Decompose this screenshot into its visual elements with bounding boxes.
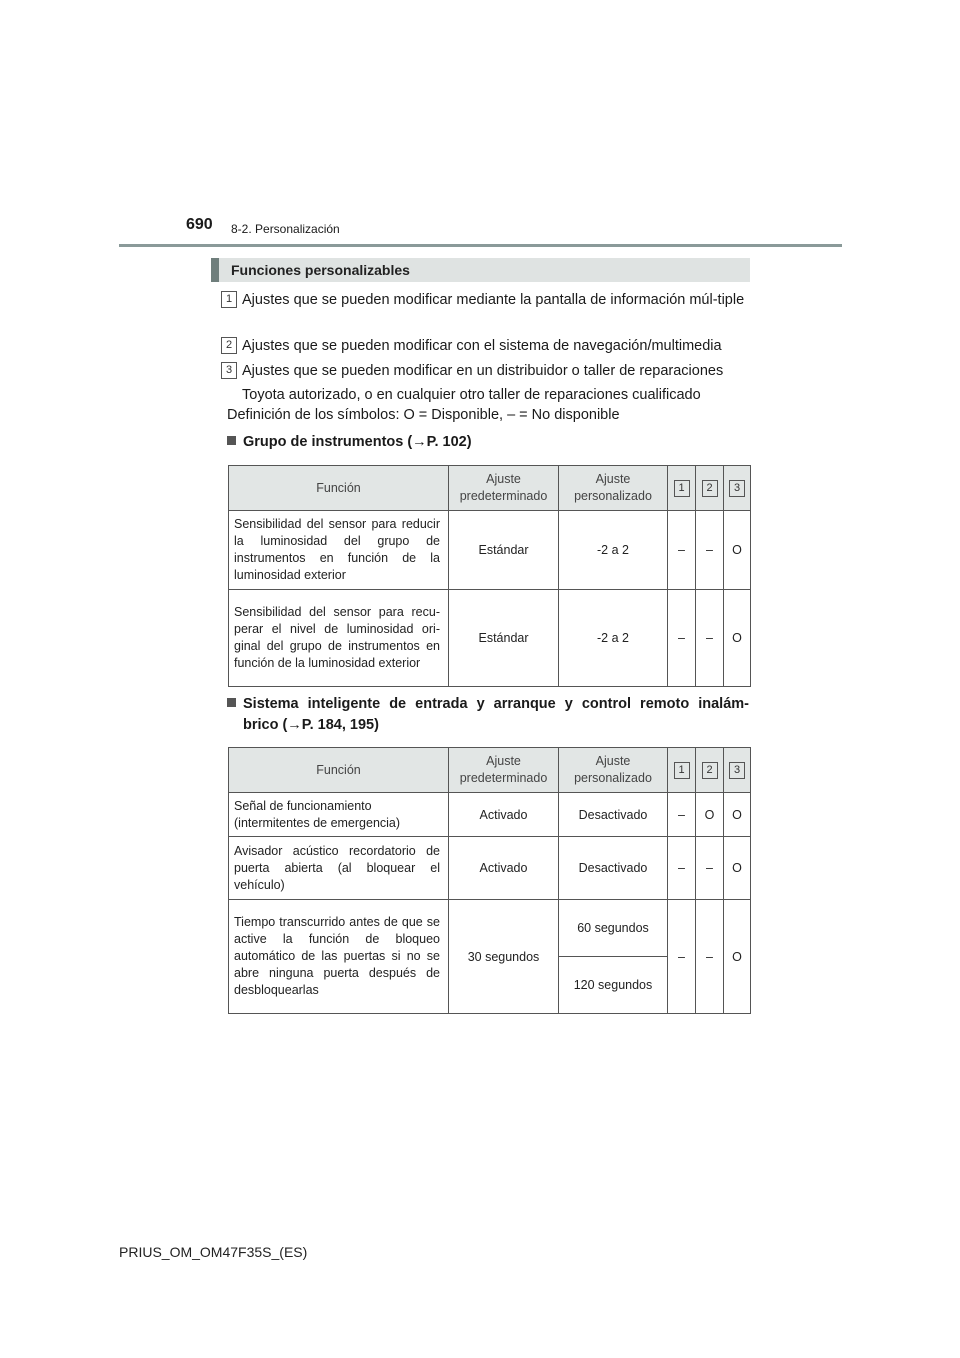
availability-cell-2: –: [696, 837, 724, 900]
availability-cell-1: –: [668, 837, 696, 900]
availability-cell-1: –: [668, 793, 696, 837]
definition-text: Ajustes que se pueden modificar en un distribuidor o taller de reparaciones Toyota autorizado, o en cualquier otro taller de reparaciones cualificado: [242, 363, 724, 403]
default-cell: Estándar: [449, 511, 559, 590]
custom-cell: Desactivado: [559, 837, 668, 900]
header-col-3: [724, 748, 751, 793]
number-box-1: 1: [674, 762, 690, 779]
availability-cell-2: O: [696, 793, 724, 837]
smart-entry-heading-line-2: brico (→P. 184, 195): [243, 717, 379, 733]
table-row: [229, 837, 751, 900]
custom-cell-a: 60 segundos: [559, 900, 668, 957]
custom-cell: Desactivado: [559, 793, 668, 837]
availability-cell-3: O: [724, 837, 751, 900]
custom-cell-b: 120 segundos: [559, 957, 668, 1014]
availability-cell-3: O: [724, 590, 751, 687]
header-col-2: [696, 748, 724, 793]
custom-cell: -2 a 2: [559, 590, 668, 687]
table-header-row: [229, 466, 751, 511]
smart-entry-heading-line-1: [227, 694, 749, 715]
header-rule: [119, 244, 842, 247]
header-col-2: [696, 466, 724, 511]
number-box-1: 1: [674, 480, 690, 497]
definition-text: Ajustes que se pueden modificar mediante la pantalla de información múl-tiple: [242, 292, 745, 308]
symbols-definition: Definición de los símbolos: O = Disponible, – = No disponible: [227, 407, 620, 423]
header-default: Ajuste predeterminado: [449, 466, 559, 511]
smart-entry-title-1: Sistema inteligente de entrada y arranque y control remoto inalám-: [243, 696, 749, 712]
availability-cell-3: O: [724, 900, 751, 1014]
number-box-1: 1: [221, 291, 237, 308]
availability-cell-3: O: [724, 793, 751, 837]
availability-cell-1: –: [668, 900, 696, 1014]
instrument-cluster-table: [228, 465, 751, 687]
availability-cell-2: –: [696, 590, 724, 687]
table-row: [229, 793, 751, 837]
section-heading-text: Funciones personalizables: [231, 262, 410, 278]
footer-code: PRIUS_OM_OM47F35S_(ES): [119, 1244, 308, 1260]
table-header-row: [229, 748, 751, 793]
smart-entry-table: [228, 747, 751, 1014]
table-row: [229, 900, 751, 957]
square-bullet-icon: [227, 436, 236, 445]
header-function: Función: [229, 466, 449, 511]
number-box-2: 2: [702, 762, 718, 779]
header-default: Ajuste predeterminado: [449, 748, 559, 793]
default-cell: Activado: [449, 793, 559, 837]
number-box-3: 3: [221, 362, 237, 379]
page-number: 690: [186, 216, 213, 233]
table-row: [229, 511, 751, 590]
custom-cell: -2 a 2: [559, 511, 668, 590]
availability-cell-2: –: [696, 900, 724, 1014]
header-col-3: [724, 466, 751, 511]
availability-cell-1: –: [668, 511, 696, 590]
default-cell: 30 segundos: [449, 900, 559, 1014]
section-heading: [211, 258, 750, 282]
square-bullet-icon: [227, 698, 236, 707]
availability-cell-2: –: [696, 511, 724, 590]
header-custom: Ajuste personalizado: [559, 466, 668, 511]
header-col-1: [668, 466, 696, 511]
default-cell: Estándar: [449, 590, 559, 687]
section-title: 8-2. Personalización: [231, 222, 340, 236]
definition-text: Ajustes que se pueden modificar con el sistema de navegación/multimedia: [242, 338, 722, 354]
function-cell: Avisador acústico recordatorio de puerta abierta (al bloquear el vehículo): [229, 837, 449, 900]
availability-cell-3: O: [724, 511, 751, 590]
instrument-cluster-heading: [227, 432, 472, 453]
number-box-3: 3: [729, 762, 745, 779]
number-box-2: 2: [702, 480, 718, 497]
table-row: [229, 590, 751, 687]
default-cell: Activado: [449, 837, 559, 900]
function-cell: Señal de funcionamiento (intermitentes de emergencia): [229, 793, 449, 837]
instrument-cluster-title: Grupo de instrumentos (→P. 102): [243, 434, 472, 450]
header-function: Función: [229, 748, 449, 793]
availability-cell-1: –: [668, 590, 696, 687]
function-cell: Sensibilidad del sensor para reducir la luminosidad del grupo de instrumentos en función de la luminosidad exterior: [229, 511, 449, 590]
function-cell: Tiempo transcurrido antes de que se active la función de bloqueo automático de las puertas si no se abre ninguna puerta después de desbloquearlas: [229, 900, 449, 1014]
header-custom: Ajuste personalizado: [559, 748, 668, 793]
header-col-1: [668, 748, 696, 793]
number-box-2: 2: [221, 337, 237, 354]
number-box-3: 3: [729, 480, 745, 497]
function-cell: Sensibilidad del sensor para recu-perar el nivel de luminosidad ori-ginal del grupo de instrumentos en función de la luminosidad exterior: [229, 590, 449, 687]
